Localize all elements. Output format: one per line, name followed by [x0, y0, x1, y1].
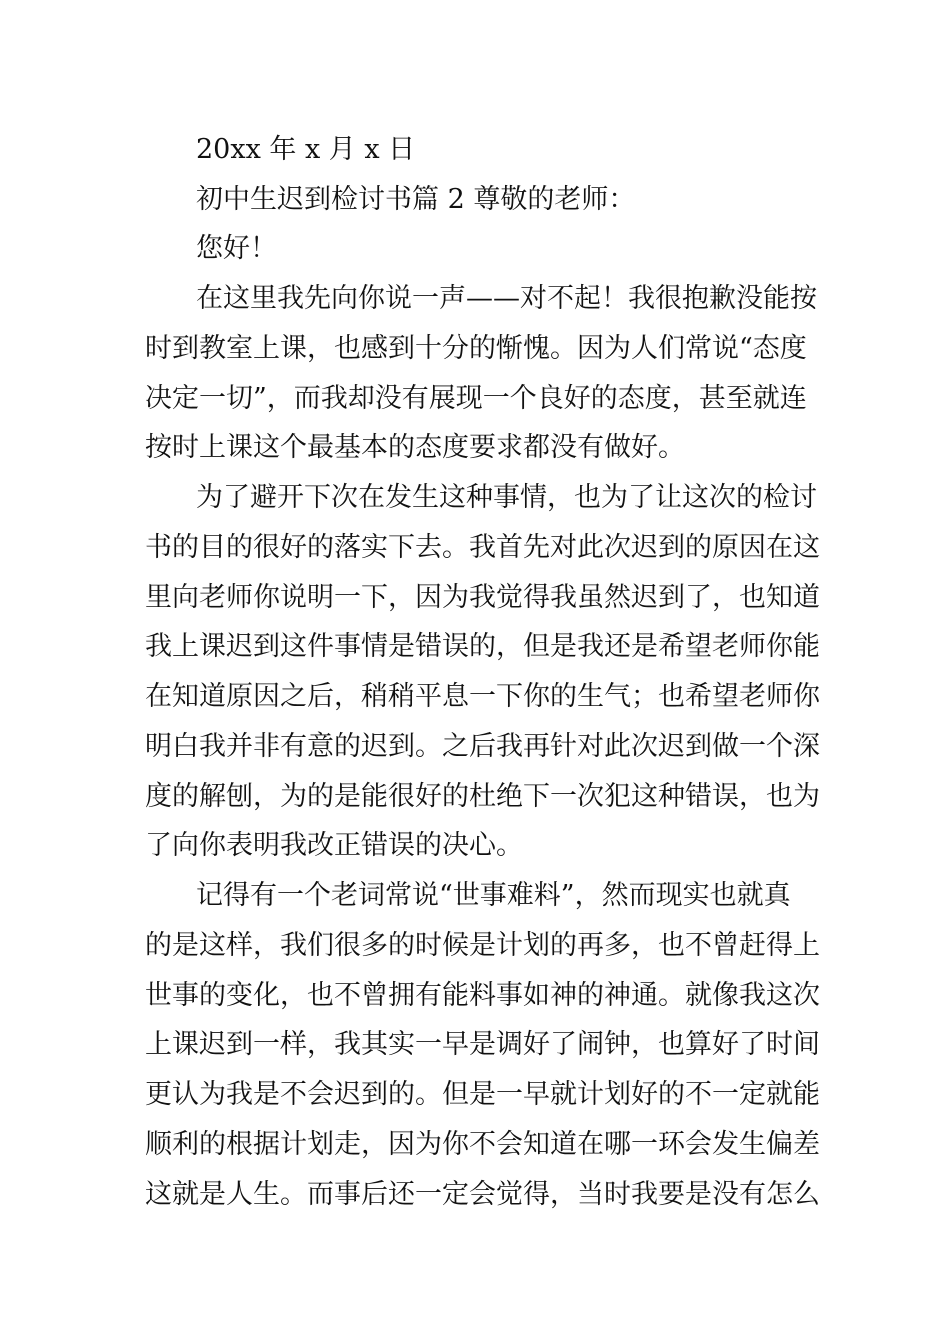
document-heading: 初中生迟到检讨书篇 2 尊敬的老师： [196, 184, 636, 215]
paragraph-line: 按时上课这个最基本的态度要求都没有做好。 [145, 432, 685, 463]
paragraph-line: 决定一切”，而我却没有展现一个良好的态度，甚至就连 [145, 383, 807, 414]
paragraph-line: 上课迟到一样，我其实一早是调好了闹钟，也算好了时间 [145, 1029, 820, 1060]
paragraph-line: 顺利的根据计划走，因为你不会知道在哪一环会发生偏差 [145, 1129, 820, 1160]
paragraph-line: 在这里我先向你说一声——对不起！我很抱歉没能按 [196, 283, 817, 314]
paragraph-line: 书的目的很好的落实下去。我首先对此次迟到的原因在这 [145, 532, 820, 563]
paragraph-line: 度的解刨，为的是能很好的杜绝下一次犯这种错误，也为 [145, 781, 820, 812]
paragraph-line: 世事的变化，也不曾拥有能料事如神的神通。就像我这次 [145, 980, 820, 1011]
paragraph-line: 这就是人生。而事后还一定会觉得，当时我要是没有怎么 [145, 1179, 820, 1210]
paragraph-line: 更认为我是不会迟到的。但是一早就计划好的不一定就能 [145, 1079, 820, 1110]
greeting-line: 您好！ [196, 233, 277, 264]
paragraph-line: 明白我并非有意的迟到。之后我再针对此次迟到做一个深 [145, 731, 820, 762]
date-line: 20xx 年 x 月 x 日 [196, 134, 416, 165]
paragraph-line: 我上课迟到这件事情是错误的，但是我还是希望老师你能 [145, 631, 820, 662]
paragraph-line: 在知道原因之后，稍稍平息一下你的生气；也希望老师你 [145, 681, 820, 712]
paragraph-line: 时到教室上课，也感到十分的惭愧。因为人们常说“态度 [145, 333, 807, 364]
paragraph-line: 记得有一个老词常说“世事难料”，然而现实也就真 [196, 880, 791, 911]
paragraph-line: 为了避开下次在发生这种事情，也为了让这次的检讨 [196, 482, 817, 513]
paragraph-line: 的是这样，我们很多的时候是计划的再多，也不曾赶得上 [145, 930, 820, 961]
paragraph-line: 里向老师你说明一下，因为我觉得我虽然迟到了，也知道 [145, 582, 820, 613]
paragraph-line: 了向你表明我改正错误的决心。 [145, 830, 523, 861]
